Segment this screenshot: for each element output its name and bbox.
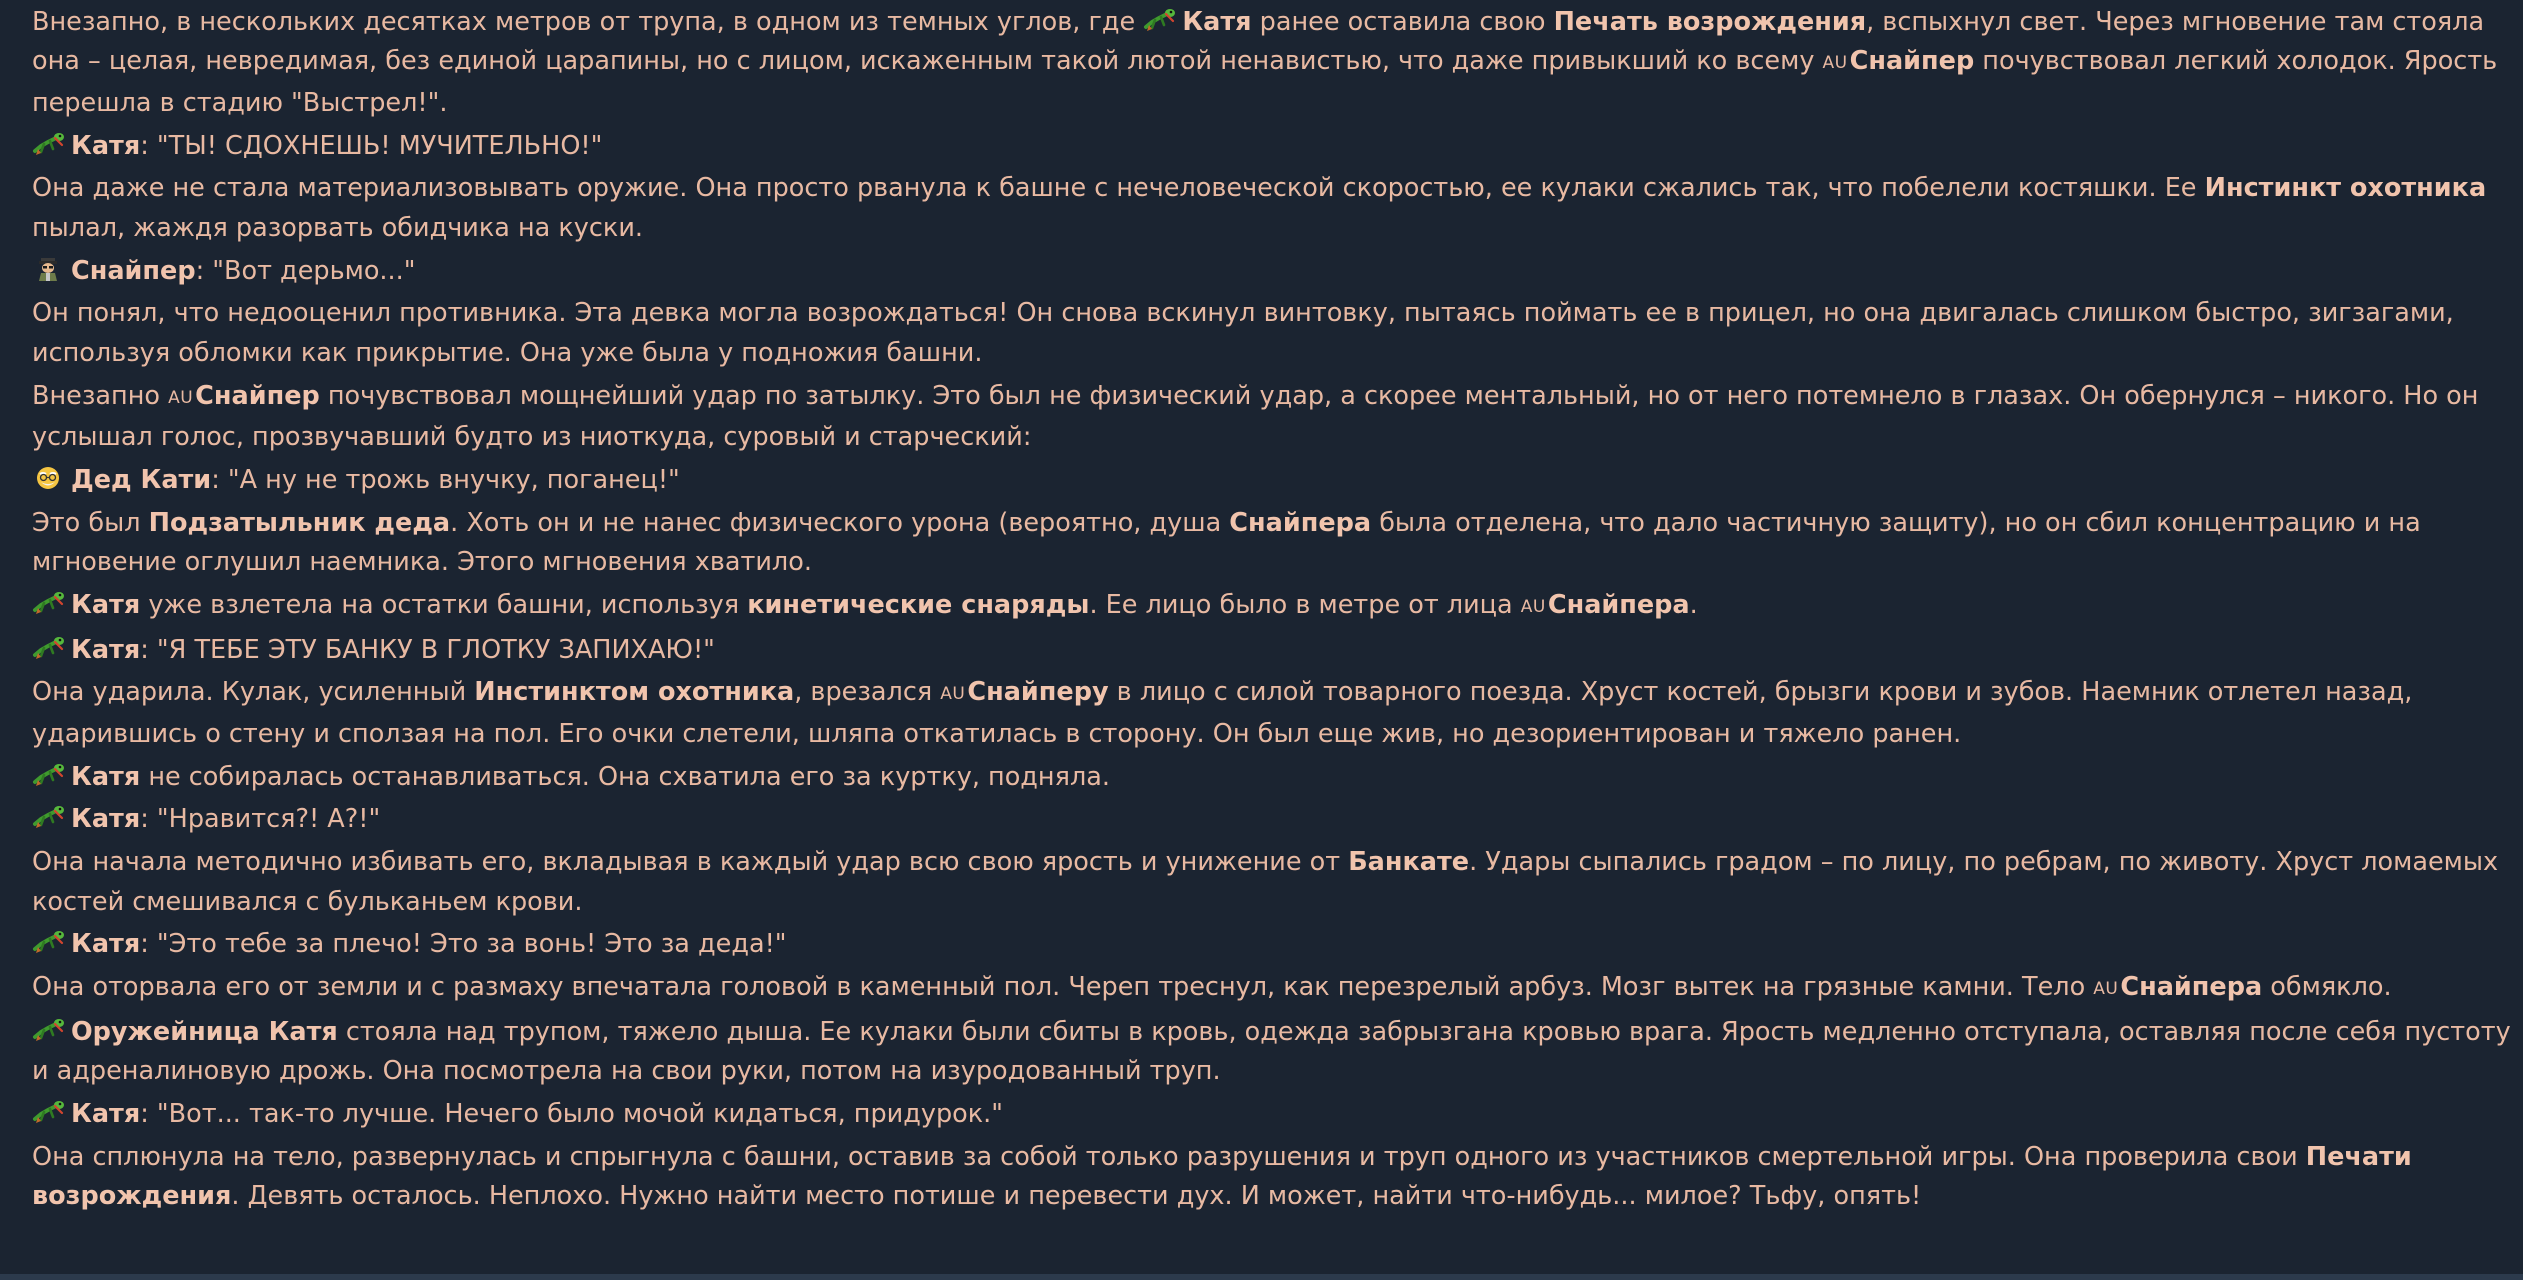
speech-line [32, 461, 2512, 500]
bold-term: Снайпера [2120, 972, 2263, 1003]
bold-term: Инстинктом охотника [474, 677, 795, 708]
text-run: . [1689, 589, 1698, 620]
text-run: почувствовал легкий холодок. Ярость перешла в стадию "Выстрел!". [32, 46, 2498, 118]
text-run: : "Нравится?! А?!" [140, 804, 381, 835]
text-run: Она даже не стала материализовывать оружие. Она просто рванула к башне с нечеловеческой скоростью, ее кулаки сжались так, что побелели костяшки. Ее [32, 173, 2205, 204]
narration-paragraph [32, 294, 2512, 373]
text-run: : "Вот... так-то лучше. Нечего было мочой кидаться, придурок." [140, 1099, 1003, 1130]
speech-line [32, 925, 2512, 964]
gecko-icon [32, 1016, 65, 1042]
bold-term: Снайпер [195, 380, 320, 411]
speech-line [32, 800, 2512, 839]
au-tag: AU [940, 684, 966, 705]
bold-term: Снайпер [71, 255, 196, 286]
narration-paragraph [32, 504, 2512, 583]
narration-paragraph [32, 968, 2512, 1009]
text-run: : "Вот дерьмо..." [195, 255, 416, 286]
bottom-divider [0, 1274, 2523, 1280]
au-tag: AU [2093, 979, 2119, 1000]
narration-paragraph [32, 843, 2512, 922]
speech-line [32, 631, 2512, 670]
speech-line [32, 127, 2512, 166]
text-run: уже взлетела на остатки башни, используя [140, 589, 748, 620]
text-run: Это был [32, 507, 149, 538]
bold-term: Снайперу [967, 677, 1109, 708]
gecko-icon [32, 803, 65, 829]
chat-log [32, 3, 2512, 1220]
au-tag: AU [168, 387, 194, 408]
text-run: почувствовал мощнейший удар по затылку. Это был не физический удар, а скорее ментальный, но от него потемнело в глазах. Он обернулся – никого. Но он услышал голос, прозвучавший будто из ниоткуда, суровый и старческий: [32, 380, 2479, 453]
narration-paragraph [32, 1013, 2512, 1092]
bold-term: Дед Кати [71, 464, 212, 495]
text-run: Он понял, что недооценил противника. Эта девка могла возрождаться! Он снова вскинул винтовку, пытаясь поймать ее в прицел, но она двигалась слишком быстро, зигзагами, используя обломки как прикрытие. Она уже была у подножия башни. [32, 298, 2454, 368]
bold-term: Инстинкт охотника [2204, 173, 2487, 204]
bold-term: Подзатыльник деда [148, 507, 451, 538]
text-run: : "Это тебе за плечо! Это за вонь! Это за деда!" [140, 929, 787, 960]
speech-line [32, 252, 2512, 291]
au-tag: AU [1822, 53, 1848, 74]
narration-paragraph [32, 758, 2512, 797]
narration-paragraph [32, 586, 2512, 627]
text-run: Она сплюнула на тело, развернулась и спрыгнула с башни, оставив за собой только разрушения и труп одного из участников смертельной игры. Она проверила свои [32, 1142, 2306, 1172]
bold-term: Катя [71, 634, 141, 665]
grandpa-icon [32, 464, 65, 490]
sniper-icon [32, 255, 65, 281]
bold-term: Катя [1182, 7, 1252, 37]
text-run: . Удары сыпались градом – по лицу, по ребрам, по животу. Хруст ломаемых костей смешивался с бульканьем крови. [32, 847, 2499, 917]
text-run: , вспыхнул свет. Через мгновение там стояла она – целая, невредимая, без единой царапины, но с лицом, искаженным такой лютой ненавистью, что даже привыкший ко всему [32, 7, 2485, 77]
bold-term: Снайпера [1229, 507, 1372, 538]
narration-paragraph [32, 377, 2512, 458]
au-tag: AU [1520, 596, 1546, 617]
text-run: : "А ну не трожь внучку, поганец!" [211, 464, 680, 495]
text-run: Она оторвала его от земли и с размаху впечатала головой в каменный пол. Череп треснул, как перезрелый арбуз. Мозг вытек на грязные камни. Тело [32, 972, 2094, 1003]
gecko-icon [32, 634, 65, 660]
text-run: : "Я ТЕБЕ ЭТУ БАНКУ В ГЛОТКУ ЗАПИХАЮ!" [140, 634, 715, 665]
text-run: была отделена, что дало частичную защиту), но он сбил концентрацию и на мгновение оглушил наемника. Этого мгновения хватило. [32, 507, 2421, 578]
text-run: обмякло. [2262, 972, 2392, 1003]
bold-term: Катя [71, 929, 141, 960]
gecko-icon [32, 761, 65, 787]
bold-term: кинетические снаряды [747, 589, 1090, 620]
bold-term: Печать возрождения [1553, 7, 1867, 37]
text-run: . Ее лицо было в метре от лица [1089, 589, 1521, 620]
text-run: в лицо с силой товарного поезда. Хруст костей, брызги крови и зубов. Наемник отлетел назад, ударившись о стену и сползая на пол. Его очки слетели, шляпа откатилась в сторону. Он был еще жив, но дезориентирован и тяжело ранен. [32, 677, 2413, 749]
text-run: Она начала методично избивать его, вкладывая в каждый удар всю свою ярость и унижение от [32, 847, 1349, 878]
narration-paragraph [32, 673, 2512, 754]
text-run: стояла над трупом, тяжело дыша. Ее кулаки были сбиты в кровь, одежда забрызгана кровью врага. Ярость медленно отступала, оставляя после себя пустоту и адреналиновую дрожь. Она посмотрела на свои руки, потом на изуродованный труп. [32, 1017, 2511, 1087]
narration-paragraph [32, 1138, 2512, 1217]
text-run: пылал, жаждя разорвать обидчика на куски. [32, 212, 643, 243]
bold-term: Снайпера [1547, 589, 1690, 620]
bold-term: Катя [71, 804, 141, 835]
gecko-icon [32, 589, 65, 615]
bold-term: Снайпер [1849, 46, 1975, 77]
bold-term: Печати возрождения [32, 1142, 2412, 1212]
bold-term: Катя [71, 1099, 141, 1130]
bold-term: Банкате [1348, 847, 1470, 878]
gecko-icon [32, 928, 65, 954]
bold-term: Катя [71, 761, 141, 792]
text-run: . Хоть он и не нанес физического урона (вероятно, душа [450, 507, 1230, 538]
bold-term: Оружейница Катя [71, 1017, 338, 1047]
text-run: ранее оставила свою [1251, 7, 1554, 37]
narration-paragraph [32, 169, 2512, 248]
text-run: Внезапно [32, 380, 169, 411]
text-run: . Девять осталось. Неплохо. Нужно найти место потише и перевести дух. И может, найти что-нибудь... милое? Тьфу, опять! [231, 1181, 1922, 1212]
text-run: не собиралась останавливаться. Она схватила его за куртку, подняла. [140, 761, 1110, 792]
gecko-icon [1143, 6, 1176, 32]
text-run: , врезался [794, 677, 941, 708]
bold-term: Катя [71, 589, 141, 620]
text-run: : "ТЫ! СДОХНЕШЬ! МУЧИТЕЛЬНО!" [140, 130, 603, 161]
narration-paragraph [32, 3, 2512, 123]
speech-line [32, 1095, 2512, 1134]
bold-term: Катя [71, 130, 141, 161]
gecko-icon [32, 130, 65, 156]
text-run: Она ударила. Кулак, усиленный [32, 677, 475, 708]
gecko-icon [32, 1098, 65, 1124]
text-run: Внезапно, в нескольких десятках метров от трупа, в одном из темных углов, где [32, 7, 1144, 37]
